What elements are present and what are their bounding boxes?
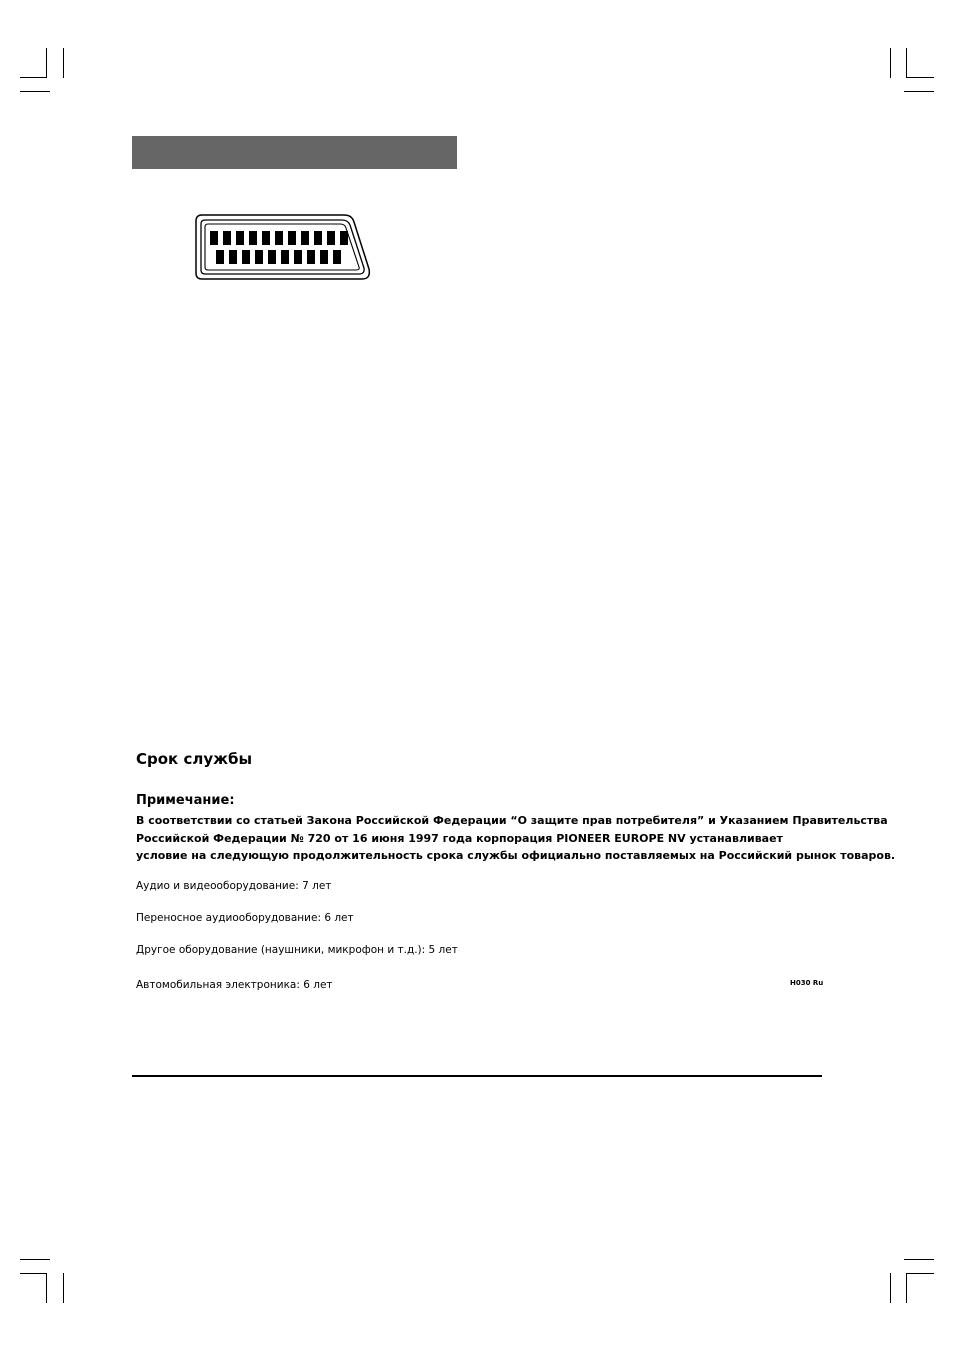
crop-mark xyxy=(904,1259,934,1260)
crop-mark xyxy=(46,1273,47,1303)
crop-mark xyxy=(20,91,50,92)
crop-mark xyxy=(906,77,934,78)
service-life-item: Автомобильная электроника: 6 лет xyxy=(136,979,333,991)
section-title: Срок службы xyxy=(136,750,253,768)
scart-connector-icon xyxy=(194,213,374,287)
note-line: В соответствии со статьей Закона Российской Федерации “О защите прав потребителя” и Указанием Правительства xyxy=(136,814,888,827)
crop-mark xyxy=(20,1259,50,1260)
document-code: H030 Ru xyxy=(790,979,824,987)
crop-mark xyxy=(20,77,46,78)
note-paragraph xyxy=(136,812,896,865)
crop-mark xyxy=(906,48,907,78)
note-line: условие на следующую продолжительность срока службы официально поставляемых на Российский рынок товаров. xyxy=(136,849,896,862)
crop-mark xyxy=(890,1273,891,1303)
crop-mark xyxy=(63,48,64,78)
crop-mark xyxy=(890,48,891,78)
service-life-item: Аудио и видеооборудование: 7 лет xyxy=(136,880,332,892)
section-header-bar xyxy=(132,136,457,169)
crop-mark xyxy=(906,1273,934,1274)
crop-mark xyxy=(63,1273,64,1303)
service-life-item: Другое оборудование (наушники, микрофон и т.д.): 5 лет xyxy=(136,944,458,956)
note-label: Примечание: xyxy=(136,793,235,808)
crop-mark xyxy=(906,1273,907,1303)
note-line: Российской Федерации № 720 от 16 июня 1997 года корпорация PIONEER EUROPE NV устанавливает xyxy=(136,831,783,845)
crop-mark xyxy=(46,48,47,78)
service-life-item: Переносное аудиооборудование: 6 лет xyxy=(136,912,354,924)
crop-mark xyxy=(20,1273,46,1274)
horizontal-rule xyxy=(132,1075,822,1077)
crop-mark xyxy=(904,91,934,92)
